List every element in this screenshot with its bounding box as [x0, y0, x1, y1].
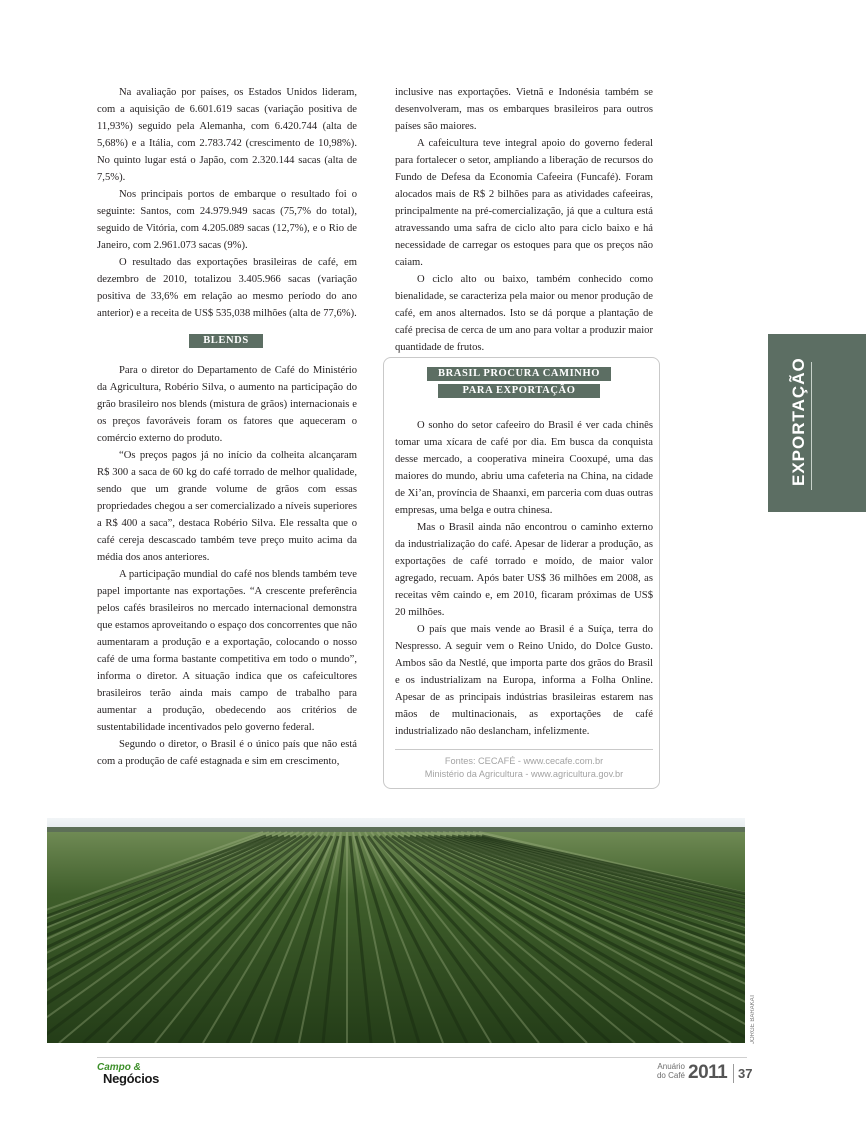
paragraph: O resultado das exportações brasileiras de café, em dezembro de 2010, totalizou 3.405.966 sacas (variação positiva de 33,6% em relação ao mesmo período do ano anterior) e a receita de US$ 535,038 milhões (alta de 77,6%).: [97, 257, 357, 319]
footer-publication: [655, 1061, 753, 1087]
paragraph: A participação mundial do café nos blends também teve papel importante nas exportações. “A crescente preferência pelos cafés brasileiros no mercado internacional demonstra que estamos aproveitando o espaço dos concorrentes que não aumentaram a produção e a exportação, colocando o nosso café de uma forma bastante competitiva em todo o mundo”, informa o diretor. A situação indica que os cafeicultores brasileiros terão ainda mais campo de trabalho para aumentar a produção, obedecendo aos critérios de sustentabilidade incentivados pelo governo federal.: [97, 569, 357, 733]
paragraph: O ciclo alto ou baixo, também conhecido como bienalidade, se caracteriza pela maior ou menor produção de café, em anos alternados. Isto se dá porque a plantação de café precisa de cerca de um ano para voltar a produzir maior quantidade de frutos.: [395, 274, 653, 353]
paragraph: O país que mais vende ao Brasil é a Suíça, terra do Nespresso. A seguir vem o Reino Unido, do Dolce Gusto. Ambos são da Nestlé, que importa parte dos grãos do Brasil e os industrializam na Europa, informa a Folha Online. Apesar de as principais indústrias brasileiras estarem nas mãos de multinacionais, as exportações de café industrializado não deslancham, infelizmente.: [395, 624, 653, 737]
publication-name-line: do Café: [656, 1071, 685, 1080]
paragraph: inclusive nas exportações. Vietnã e Indonésia também se desenvolveram, mas os embarques brasileiros para outros países são maiores.: [395, 87, 653, 132]
paragraph: “Os preços pagos já no início da colheita alcançaram R$ 300 a saca de 60 kg do café torrado de melhor qualidade, sendo que um grande volume de grãos com essas propriedades chegou a ser comercializado a níveis superiores a R$ 400 a saca”, destaca Robério Silva. Ele ressalta que o café cereja descascado também teve preço muito acima da média dos anos anteriores.: [97, 450, 357, 563]
publication-name: [655, 1062, 685, 1080]
right-column-top: [395, 84, 653, 356]
logo-top-text: Campo &: [97, 1062, 141, 1073]
publication-year: 2011: [688, 1062, 728, 1083]
page-number: 37: [738, 1066, 753, 1081]
paragraph: Segundo o diretor, o Brasil é o único país que não está com a produção de café estagnada e sim em crescimento,: [97, 739, 357, 767]
left-column-top: [97, 84, 357, 322]
coffee-plantation-photo: [47, 818, 745, 1043]
paragraph: O sonho do setor cafeeiro do Brasil é ver cada chinês tomar uma xícara de café por dia. Em busca da conquista desse mercado, a cooperativa mineira Cooxupé, uma das maiores do mundo, abriu uma cafeteria na China, na cidade de Xi’an, província de Shaanxi, em parceria com duas outras empresas, uma belga e outra chinesa.: [395, 420, 653, 516]
left-column-blends: [97, 362, 357, 770]
paragraph: Nos principais portos de embarque o resultado foi o seguinte: Santos, com 24.979.949 sacas (75,7% do total), seguido de Vitória, com 4.205.089 sacas (12,7%), e o Rio de Janeiro, com 2.961.073 sacas (9%).: [97, 189, 357, 251]
footer-rule: [97, 1057, 747, 1058]
paragraph: Mas o Brasil ainda não encontrou o caminho externo da industrialização do café. Apesar de liderar a produção, as exportações de café torrado e moído, de maior valor agregado, recuam. Após bater US$ 36 milhões em 2008, as receitas vêm caindo e, em 2010, ficaram próximas de US$ 20 milhões.: [395, 522, 653, 618]
sources: [395, 749, 653, 781]
plantation-rows-graphic: [47, 818, 745, 1043]
sources-line: Ministério da Agricultura - www.agricultura.gov.br: [424, 769, 624, 779]
section-tab-label: EXPORTAÇÃO: [789, 357, 808, 486]
photo-credit: JORGE BARAKAT: [750, 994, 756, 1044]
publication-name-line: Anuário: [657, 1062, 685, 1071]
box-text: [395, 417, 653, 740]
blends-heading: BLENDS: [189, 334, 263, 348]
paragraph: Na avaliação por países, os Estados Unidos lideram, com a aquisição de 6.601.619 sacas (variação positiva de 11,93%) seguido pela Alemanha, com 6.420.744 (alta de 5,68%) e a Itália, com 2.783.742 (crescimento de 10,98%). No quinto lugar está o Japão, com 2.320.144 sacas (alta de 7,5%).: [97, 87, 357, 183]
box-heading-line-1: BRASIL PROCURA CAMINHO: [427, 367, 611, 381]
paragraph: A cafeicultura teve integral apoio do governo federal para fortalecer o setor, ampliando a liberação de recursos do Fundo de Defesa da Economia Cafeeira (Funcafé). Foram alocados mais de R$ 2 bilhões para as atividades cafeeiras, principalmente na pré-comercialização, já que a cultura está atravessando uma safra de ciclo alto para ciclo baixo e há necessidade de carregar os estoques para que os preços não caiam.: [395, 138, 653, 268]
campo-negocios-logo: [97, 1062, 187, 1086]
footer-separator: [733, 1064, 734, 1083]
paragraph: Para o diretor do Departamento de Café do Ministério da Agricultura, Robério Silva, o aumento na participação do grão brasileiro nos blends (mistura de grãos) internacionais e os preços favoráveis foram os fatores que aqueceram o comércio externo do produto.: [97, 365, 357, 444]
sources-line: Fontes: CECAFÉ - www.cecafe.com.br: [444, 756, 604, 766]
box-heading-line-2: PARA EXPORTAÇÃO: [438, 384, 600, 398]
logo-bottom-text: Negócios: [103, 1071, 160, 1086]
